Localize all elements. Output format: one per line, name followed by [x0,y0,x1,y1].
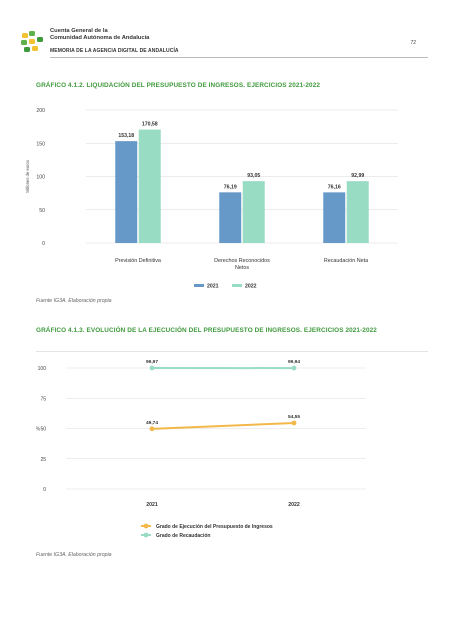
organization-name [50,28,149,42]
legend-marker-0 [144,524,149,529]
bar-2022-2 [347,181,369,243]
data-label: 99,94 [287,360,301,366]
data-label: 76,19 [223,184,237,191]
y-tick-label: 50 [40,426,46,433]
data-label: 93,05 [247,173,261,180]
data-label: 49,74 [145,420,159,426]
legend-label: Grado de Recaudación [156,532,211,539]
org-line-1: Cuenta General de la [50,28,108,34]
y-tick-label: 100 [36,174,45,181]
legend-label: 2021 [207,283,219,290]
series-point-0-1 [292,421,297,426]
data-label: 54,55 [287,414,301,420]
x-tick-label: Netos [234,265,250,271]
x-tick-label: Previsión Definitiva [115,258,161,264]
header-divider [50,57,428,58]
legend-label: 2022 [245,283,257,290]
x-tick-label: Recaudación Neta [323,258,369,264]
legend-swatch-2021 [194,284,204,287]
data-label: 153,18 [118,133,135,140]
x-tick-label: 2022 [288,502,300,508]
bar-2021-0 [115,141,137,243]
chart-2-source: Fuente IG3A. Elaboración propia [36,552,112,558]
series-point-0-0 [150,426,155,431]
legend-label: Grado de Ejecución del Presupuesto de Ingresos [156,523,273,530]
junta-andalucia-logo-icon [20,30,46,54]
y-tick-label: 100 [37,366,46,372]
legend-marker-1 [144,533,149,538]
y-tick-label: 25 [40,456,46,463]
x-tick-label: Derechos Reconocidos [214,258,270,264]
chart-1-source: Fuente IG3A. Elaboración propia [36,298,112,304]
data-label: 76,16 [327,184,341,191]
org-line-2: Comunidad Autónoma de Andalucía [50,35,150,41]
chart-2-title: GRÁFICO 4.1.3. EVOLUCIÓN DE LA EJECUCIÓN DEL PRESUPUESTO DE INGRESOS. EJERCICIOS 2021-2022 [36,327,377,334]
series-point-1-0 [150,366,155,371]
chart-2-top-divider [36,351,428,352]
data-label: 92,99 [351,173,365,180]
y-tick-label: 75 [40,396,46,403]
y-axis-label: Millones de euros [25,160,30,193]
y-tick-label: 0 [42,241,45,247]
line-chart-ejecucion [0,355,452,547]
data-label: 170,58 [141,121,158,128]
y-tick-label: 50 [39,207,45,214]
y-axis-label: % [35,426,41,433]
y-tick-label: 150 [36,141,45,148]
bar-2021-1 [219,192,241,243]
section-title: MEMORIA DE LA AGENCIA DIGITAL DE ANDALUCÍA [50,48,179,54]
y-tick-label: 200 [36,108,45,114]
series-point-1-1 [292,366,297,371]
bar-2021-2 [323,192,345,243]
y-tick-label: 0 [43,487,46,493]
bar-2022-0 [139,130,161,243]
legend-swatch-2022 [232,284,242,287]
bar-2022-1 [243,181,265,243]
x-tick-label: 2021 [146,502,158,508]
series-line-0 [152,423,294,429]
data-label: 99,97 [145,360,159,366]
page-header [0,0,452,62]
bar-chart-liquidacion [0,100,452,295]
page-number: 72 [410,40,416,46]
chart-1-title: GRÁFICO 4.1.2. LIQUIDACIÓN DEL PRESUPUESTO DE INGRESOS. EJERCICIOS 2021-2022 [36,82,321,89]
